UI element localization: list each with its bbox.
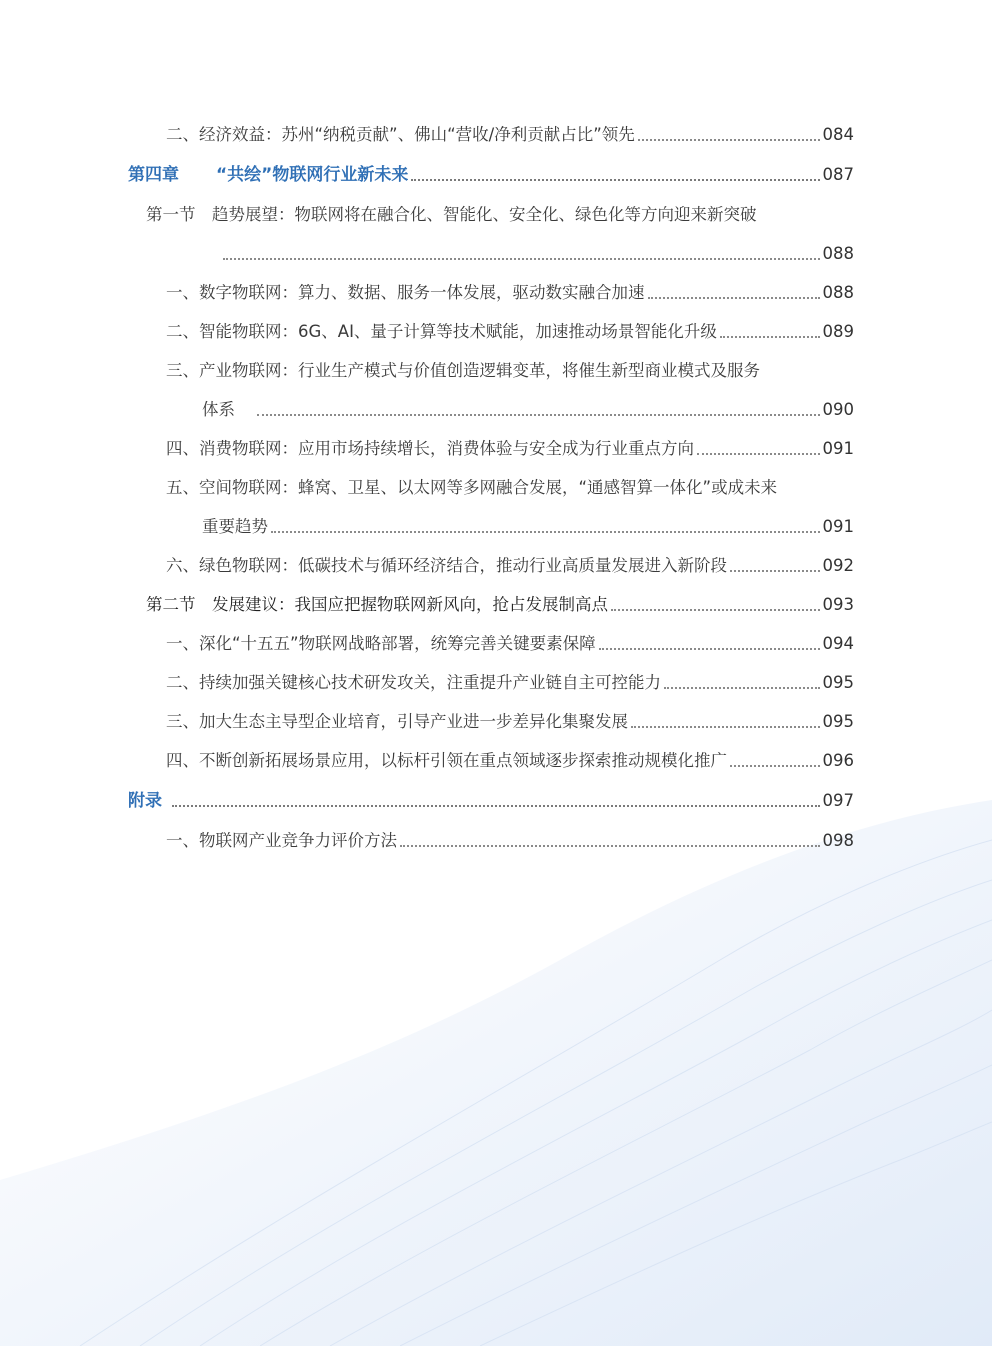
dot-leader <box>271 531 820 533</box>
page-number: 090 <box>822 400 854 419</box>
dot-leader <box>720 336 820 338</box>
toc-entry-text: 二、持续加强关键核心技术研发攻关，注重提升产业链自主可控能力 <box>166 673 661 692</box>
toc-entry-continued[interactable] <box>202 399 854 421</box>
toc-entry-text: 一、物联网产业竞争力评价方法 <box>166 831 397 850</box>
page-number: 095 <box>822 712 854 731</box>
toc-entry[interactable] <box>166 438 854 460</box>
page-number: 093 <box>822 595 854 614</box>
dot-leader <box>648 297 820 299</box>
page-number: 088 <box>822 244 854 263</box>
toc-section-entry-leader[interactable] <box>220 243 854 265</box>
page-number: 088 <box>822 283 854 302</box>
toc-entry[interactable] <box>166 633 854 655</box>
page-number: 087 <box>822 165 854 184</box>
chapter-title: “共绘”物联网行业新未来 <box>216 165 409 185</box>
dot-leader <box>400 845 820 847</box>
page-number: 098 <box>822 831 854 850</box>
toc-entry-continued[interactable] <box>202 516 854 538</box>
toc-entry[interactable] <box>166 672 854 694</box>
appendix-title: 附录 <box>128 791 162 811</box>
dot-leader <box>411 179 819 181</box>
toc-entry[interactable] <box>166 555 854 577</box>
dot-leader <box>631 726 820 728</box>
toc-entry[interactable] <box>166 321 854 343</box>
toc-entry-text: 二、经济效益：苏州“纳税贡献”、佛山“营收/净利贡献占比”领先 <box>166 125 635 144</box>
toc-entry[interactable] <box>166 711 854 733</box>
toc-entry[interactable] <box>166 282 854 304</box>
toc-entry-text-cont: 体系 <box>202 400 235 419</box>
toc-entry-text: 六、绿色物联网：低碳技术与循环经济结合，推动行业高质量发展进入新阶段 <box>166 556 727 575</box>
page-number: 096 <box>822 751 854 770</box>
page-number: 091 <box>822 517 854 536</box>
toc-entry-text[interactable]: 五、空间物联网：蜂窝、卫星、以太网等多网融合发展，“通感智算一体化”或成未来 <box>166 478 778 497</box>
page-number: 091 <box>822 439 854 458</box>
chapter-number: 第四章 <box>128 165 179 185</box>
page-number: 094 <box>822 634 854 653</box>
toc-section-entry-text[interactable]: 第一节 趋势展望：物联网将在融合化、智能化、安全化、绿色化等方向迎来新突破 <box>146 205 757 224</box>
toc-entry[interactable] <box>166 124 854 146</box>
dot-leader <box>223 258 820 260</box>
toc-entry-text: 第二节 发展建议：我国应把握物联网新风向，抢占发展制高点 <box>146 595 608 614</box>
page-number: 089 <box>822 322 854 341</box>
toc-section-entry[interactable] <box>146 594 854 616</box>
dot-leader <box>730 765 820 767</box>
toc-entry-text: 四、不断创新拓展场景应用，以标杆引领在重点领域逐步探索推动规模化推广 <box>166 751 727 770</box>
dot-leader <box>697 453 820 455</box>
dot-leader <box>638 139 820 141</box>
page-number: 097 <box>822 791 854 810</box>
dot-leader <box>611 609 820 611</box>
dot-leader <box>172 805 820 807</box>
toc-entry-text-cont: 重要趋势 <box>202 517 268 536</box>
toc-entry[interactable] <box>166 830 854 852</box>
dot-leader <box>599 648 820 650</box>
toc-appendix-entry[interactable] <box>128 790 854 812</box>
page-number: 095 <box>822 673 854 692</box>
toc-entry-text: 二、智能物联网：6G、AI、量子计算等技术赋能，加速推动场景智能化升级 <box>166 322 717 341</box>
dot-leader <box>664 687 820 689</box>
toc-entry[interactable] <box>166 750 854 772</box>
toc-entry-text: 三、加大生态主导型企业培育，引导产业进一步差异化集聚发展 <box>166 712 628 731</box>
toc-entry-text: 一、深化“十五五”物联网战略部署，统筹完善关键要素保障 <box>166 634 596 653</box>
toc-entry-text: 四、消费物联网：应用市场持续增长，消费体验与安全成为行业重点方向 <box>166 439 694 458</box>
toc-entry-text[interactable]: 三、产业物联网：行业生产模式与价值创造逻辑变革，将催生新型商业模式及服务 <box>166 361 760 380</box>
dot-leader <box>257 414 820 416</box>
dot-leader <box>730 570 820 572</box>
page-number: 084 <box>822 125 854 144</box>
toc-entry-text: 一、数字物联网：算力、数据、服务一体发展，驱动数实融合加速 <box>166 283 645 302</box>
page-number: 092 <box>822 556 854 575</box>
toc-chapter-entry[interactable] <box>128 164 854 186</box>
